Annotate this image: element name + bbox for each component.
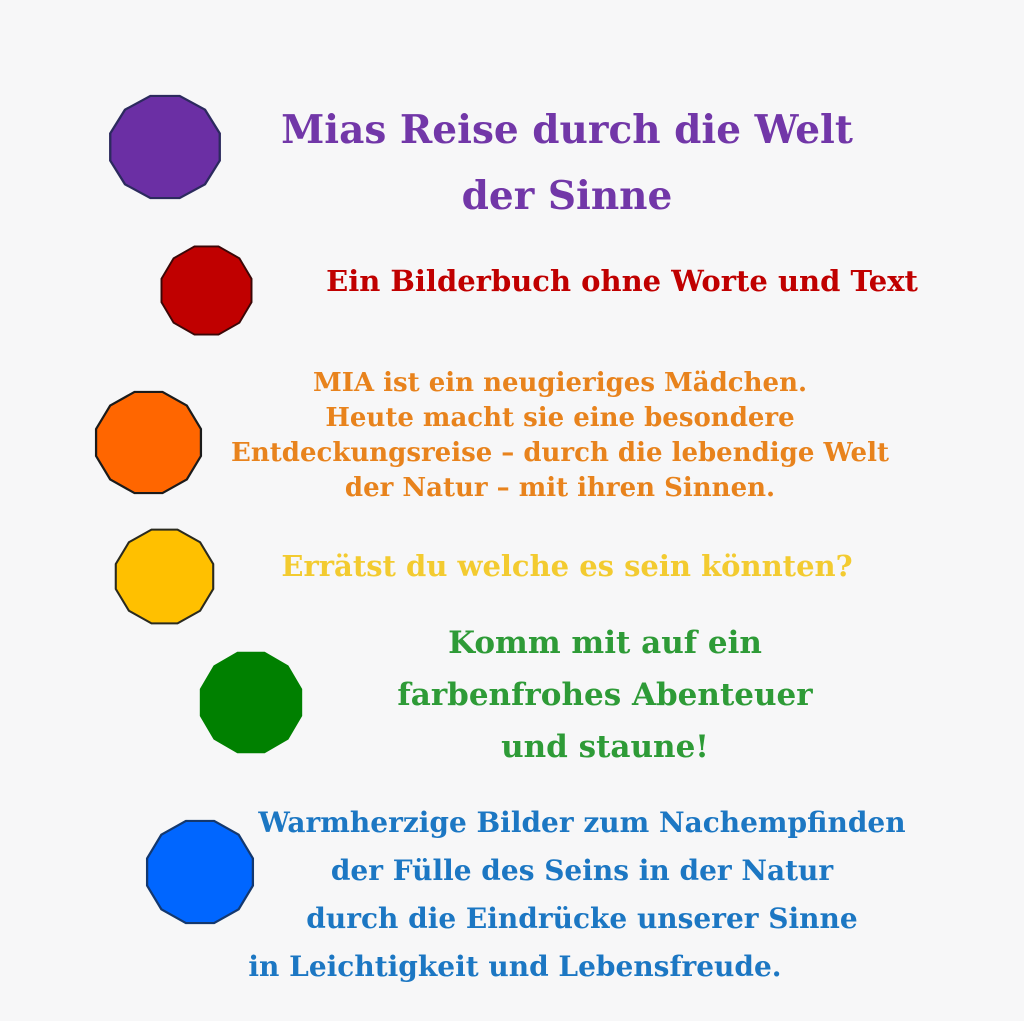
page-title <box>107 97 1024 229</box>
intro-line-3: Entdeckungsreise – durch die lebendige Welt <box>231 438 889 468</box>
subtitle-text <box>220 262 1024 300</box>
intro-line-4: der Natur – mit ihren Sinnen. <box>344 473 776 503</box>
page-title-line-2: der Sinne <box>461 173 673 219</box>
intro-line-1: MIA ist ein neugieriges Mädchen. <box>312 368 808 398</box>
invitation-line-1: Komm mit auf ein <box>448 625 762 661</box>
subtitle-line: Ein Bilderbuch ohne Worte und Text <box>326 264 918 298</box>
closing-line-2: der Fülle des Seins in der Natur <box>330 854 834 887</box>
closing-line-1: Warmherzige Bilder zum Nachempfinden <box>258 806 906 839</box>
invitation-line-3: und staune! <box>501 729 709 765</box>
intro-paragraph <box>96 366 1024 506</box>
page-title-line-1: Mias Reise durch die Welt <box>281 107 853 153</box>
question-text <box>135 549 999 583</box>
invitation-line-2: farbenfrohes Abenteuer <box>397 677 813 713</box>
closing-line-4: in Leichtigkeit und Lebensfreude. <box>248 950 782 983</box>
closing-paragraph <box>0 799 1024 991</box>
intro-line-2: Heute macht sie eine besondere <box>325 403 795 433</box>
question-line: Errätst du welche es sein könnten? <box>281 549 853 583</box>
closing-line-3: durch die Eindrücke unserer Sinne <box>306 902 858 935</box>
invitation-paragraph <box>193 617 1017 773</box>
